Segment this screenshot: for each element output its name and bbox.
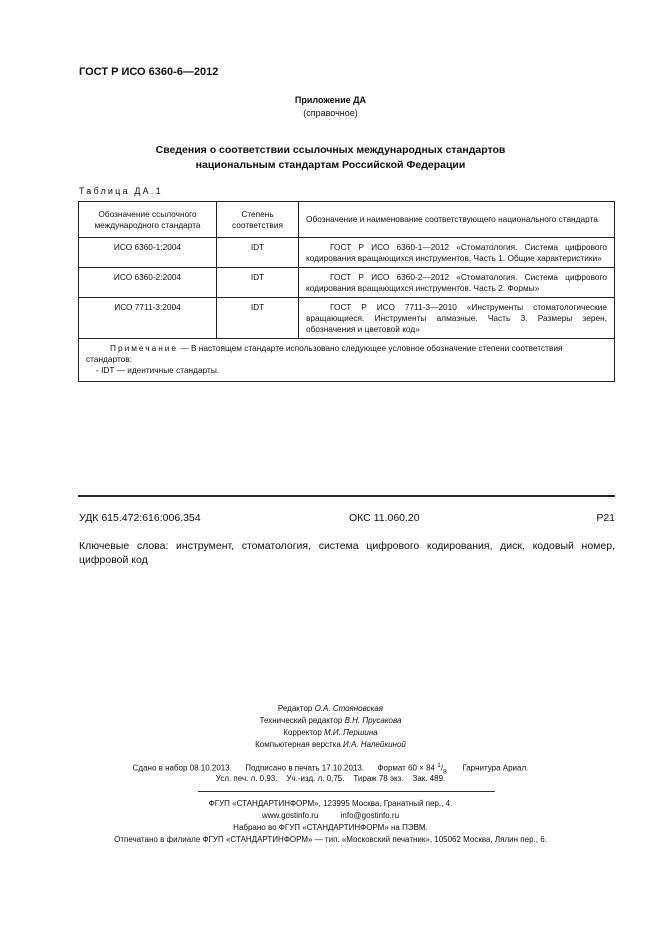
footer-contacts — [0, 810, 661, 822]
publisher-footer — [0, 798, 661, 846]
section-heading-line2: национальным стандартам Российской Федерации — [195, 159, 466, 171]
pub-order: Зак. 489. — [412, 774, 446, 783]
credit-layout — [0, 739, 661, 751]
table-row — [79, 298, 615, 339]
national-standard-text: ГОСТ Р ИСО 6360-2—2012 «Стоматология. Система цифрового кодирования вращающихся инструментов. Часть 2. Формы» — [306, 272, 607, 293]
degree-cell: IDT — [217, 238, 299, 268]
pub-edit-sheets: Уч.-изд. л. 0,75. — [286, 774, 345, 783]
table-row — [79, 268, 615, 298]
oks-code: ОКС 11.060.20 — [349, 512, 420, 524]
publishing-divider — [198, 791, 495, 792]
note-label: Примечание — [110, 343, 179, 353]
degree-cell: IDT — [217, 268, 299, 298]
ref-standard-cell: ИСО 7711-3:2004 — [79, 298, 217, 339]
pub-format-fraction: $^1/_8$ — [437, 762, 447, 776]
annex-title: Приложение ДА — [294, 95, 367, 105]
credit-name: О.А. Стояновская — [314, 704, 384, 713]
national-standard-cell — [299, 268, 615, 298]
table-note — [79, 339, 615, 382]
national-standard-text: ГОСТ Р ИСО 7711-3—2010 «Инструменты стоматологические вращающиеся. Инструменты алмазные. Часть 3. Размеры зерен, обозначения и цветовой код» — [306, 302, 607, 334]
credit-label: Редактор — [277, 704, 313, 713]
credit-label: Технический редактор — [259, 716, 343, 725]
pub-typeface: Гарнитура Ариал. — [462, 763, 529, 773]
header-ref-standard: Обозначение ссылочного международного стандарта — [79, 202, 217, 238]
ref-standard-cell: ИСО 6360-2:2004 — [79, 268, 217, 298]
credit-label: Компьютерная верстка — [255, 740, 341, 749]
footer-address: ФГУП «СТАНДАРТИНФОРМ», 123995 Москва, Гранатный пер., 4. — [208, 799, 453, 808]
note-text: — В настоящем стандарте использовано следующее условное обозначение степени соответствия стандартов: — [86, 343, 563, 364]
udk-code: УДК 615.472:616:006.354 — [79, 512, 201, 524]
classification-row — [79, 512, 615, 526]
ref-standard-cell: ИСО 6360-1:2004 — [79, 238, 217, 268]
document-code: ГОСТ Р ИСО 6360-6—2012 — [79, 66, 219, 78]
footer-typeset: Набрано во ФГУП «СТАНДАРТИНФОРМ» на ПЭВМ. — [233, 823, 428, 832]
national-standard-text: ГОСТ Р ИСО 6360-1—2012 «Стоматология. Система цифрового кодирования вращающихся инструментов. Часть 1. Общие характеристики» — [306, 242, 607, 263]
table-caption: Таблица ДА.1 — [79, 186, 163, 196]
table-row — [79, 238, 615, 268]
credit-tech-editor — [0, 715, 661, 727]
reference-table — [78, 201, 615, 382]
footer-printed: Отпечатано в филиале ФГУП «СТАНДАРТИНФОРМ» — тип. «Московский печатник», 105062 Москва, Лялин пер., 6. — [114, 835, 547, 844]
fraction-denominator: 8 — [443, 768, 447, 776]
note-item: - IDT — идентичные стандарты. — [96, 365, 220, 375]
header-degree: Степень соответствия — [217, 202, 299, 238]
header-national-standard: Обозначение и наименование соответствующего национального стандарта — [299, 202, 615, 238]
table-header-row — [79, 202, 615, 238]
fraction-numerator: 1 — [437, 762, 441, 769]
group-code: Р21 — [596, 512, 615, 524]
pub-typeset-date: Сдано в набор 08.10.2013. — [132, 763, 232, 773]
pub-signed-date: Подписано в печать 17.10.2013. — [245, 763, 365, 773]
degree-cell: IDT — [217, 298, 299, 339]
footer-website-link[interactable]: www.gostinfo.ru — [261, 811, 319, 820]
credits-block — [0, 703, 661, 751]
credit-label: Корректор — [283, 728, 322, 737]
credit-name: М.И. Першина — [324, 728, 378, 737]
divider-rule — [78, 495, 615, 497]
keywords: Ключевые слова: инструмент, стоматология, система цифрового кодирования, диск, кодовый номер, цифровой код — [79, 540, 615, 566]
section-heading-line1: Сведения о соответствии ссылочных международных стандартов — [155, 144, 506, 156]
table-note-row — [79, 339, 615, 382]
pub-format: Формат 60 × 84 — [377, 763, 435, 773]
pub-print-sheets: Усл. печ. л. 0,93. — [215, 774, 278, 783]
pub-print-run: Тираж 78 экз. — [353, 774, 404, 783]
credit-corrector — [0, 727, 661, 739]
annex-type: (справочное) — [303, 108, 358, 118]
credit-editor — [0, 703, 661, 715]
credit-name: И.А. Налейкиной — [343, 740, 406, 749]
national-standard-cell — [299, 238, 615, 268]
footer-email-link[interactable]: info@gostinfo.ru — [340, 811, 400, 820]
national-standard-cell — [299, 298, 615, 339]
publishing-line2 — [0, 773, 661, 785]
credit-name: В.Н. Прусакова — [344, 716, 402, 725]
